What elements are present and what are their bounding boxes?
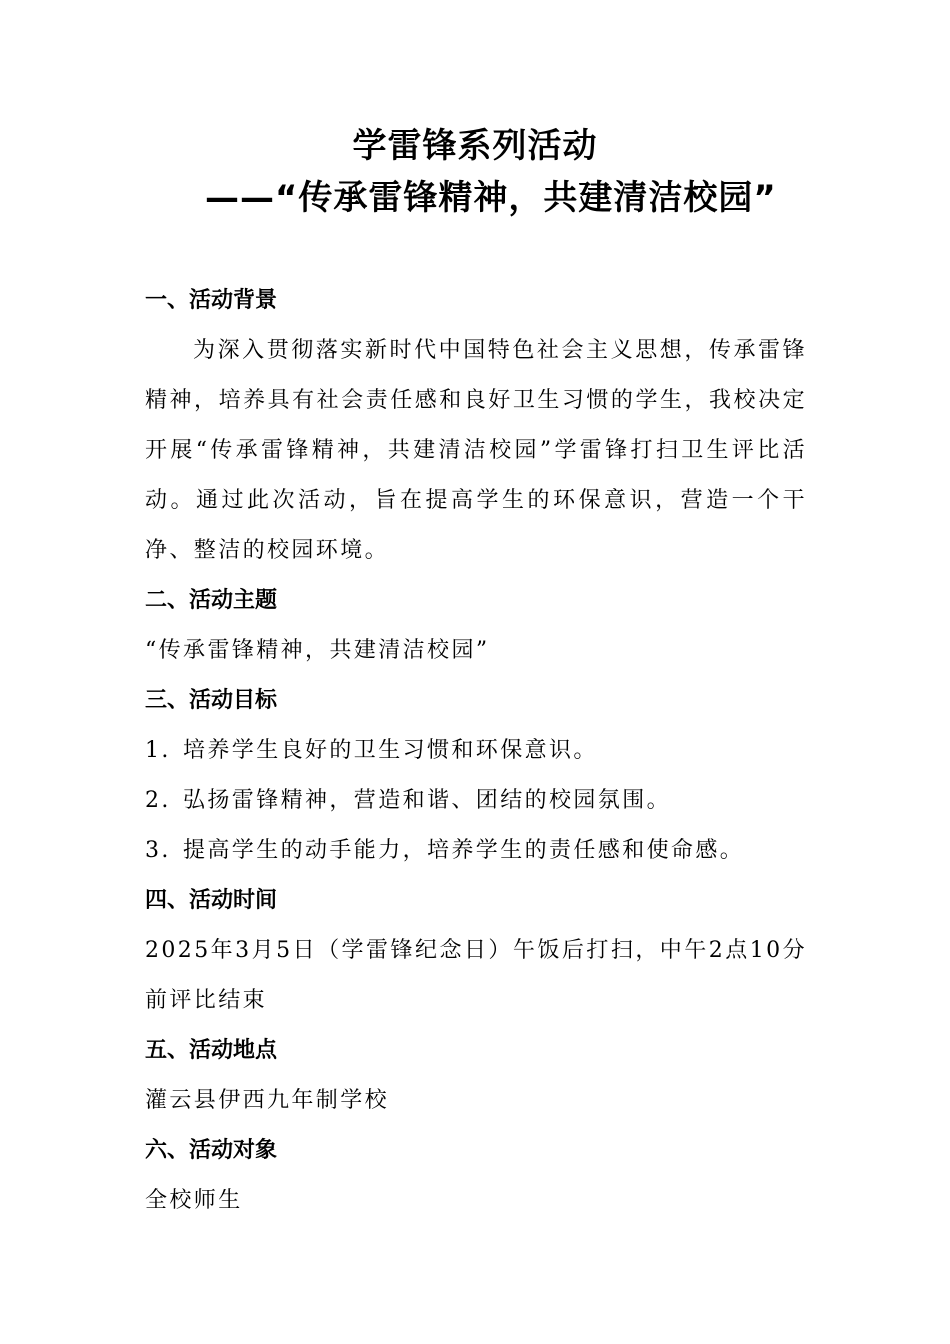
time-text: 2025年3月5日（学雷锋纪念日）午饭后打扫，中午2点10分前评比结束 — [145, 938, 807, 1013]
document-subtitle: ——“传承雷锋精神，共建清洁校园” — [205, 178, 777, 218]
goal-number: 2. — [145, 788, 171, 813]
theme-text: “传承雷锋精神，共建清洁校园” — [145, 638, 490, 663]
section-heading-time: 四、活动时间 — [145, 888, 278, 913]
section-heading-background: 一、活动背景 — [145, 288, 278, 313]
goal-item — [145, 726, 807, 776]
section-heading-theme: 二、活动主题 — [145, 588, 278, 613]
section-heading-place: 五、活动地点 — [145, 1038, 278, 1063]
goal-text: 提高学生的动手能力，培养学生的责任感和使命感。 — [183, 838, 745, 863]
goal-text: 培养学生良好的卫生习惯和环保意识。 — [183, 738, 598, 763]
background-paragraph: 为深入贯彻落实新时代中国特色社会主义思想，传承雷锋精神，培养具有社会责任感和良好卫生习惯的学生，我校决定开展“传承雷锋精神，共建清洁校园”学雷锋打扫卫生评比活动。通过此次活动，旨在提高学生的环保意识，营造一个干净、整洁的校园环境。 — [145, 338, 807, 563]
goal-item — [145, 776, 807, 826]
place-text: 灌云县伊西九年制学校 — [145, 1088, 390, 1113]
goal-number: 3. — [145, 838, 171, 863]
document-title: 学雷锋系列活动 — [352, 126, 598, 166]
goal-number: 1. — [145, 738, 171, 763]
document-body — [145, 276, 807, 1226]
audience-text: 全校师生 — [145, 1188, 243, 1213]
section-heading-audience: 六、活动对象 — [145, 1138, 278, 1163]
section-heading-goals: 三、活动目标 — [145, 688, 278, 713]
goal-item — [145, 826, 807, 876]
goal-text: 弘扬雷锋精神，营造和谐、团结的校园氛围。 — [183, 788, 672, 813]
